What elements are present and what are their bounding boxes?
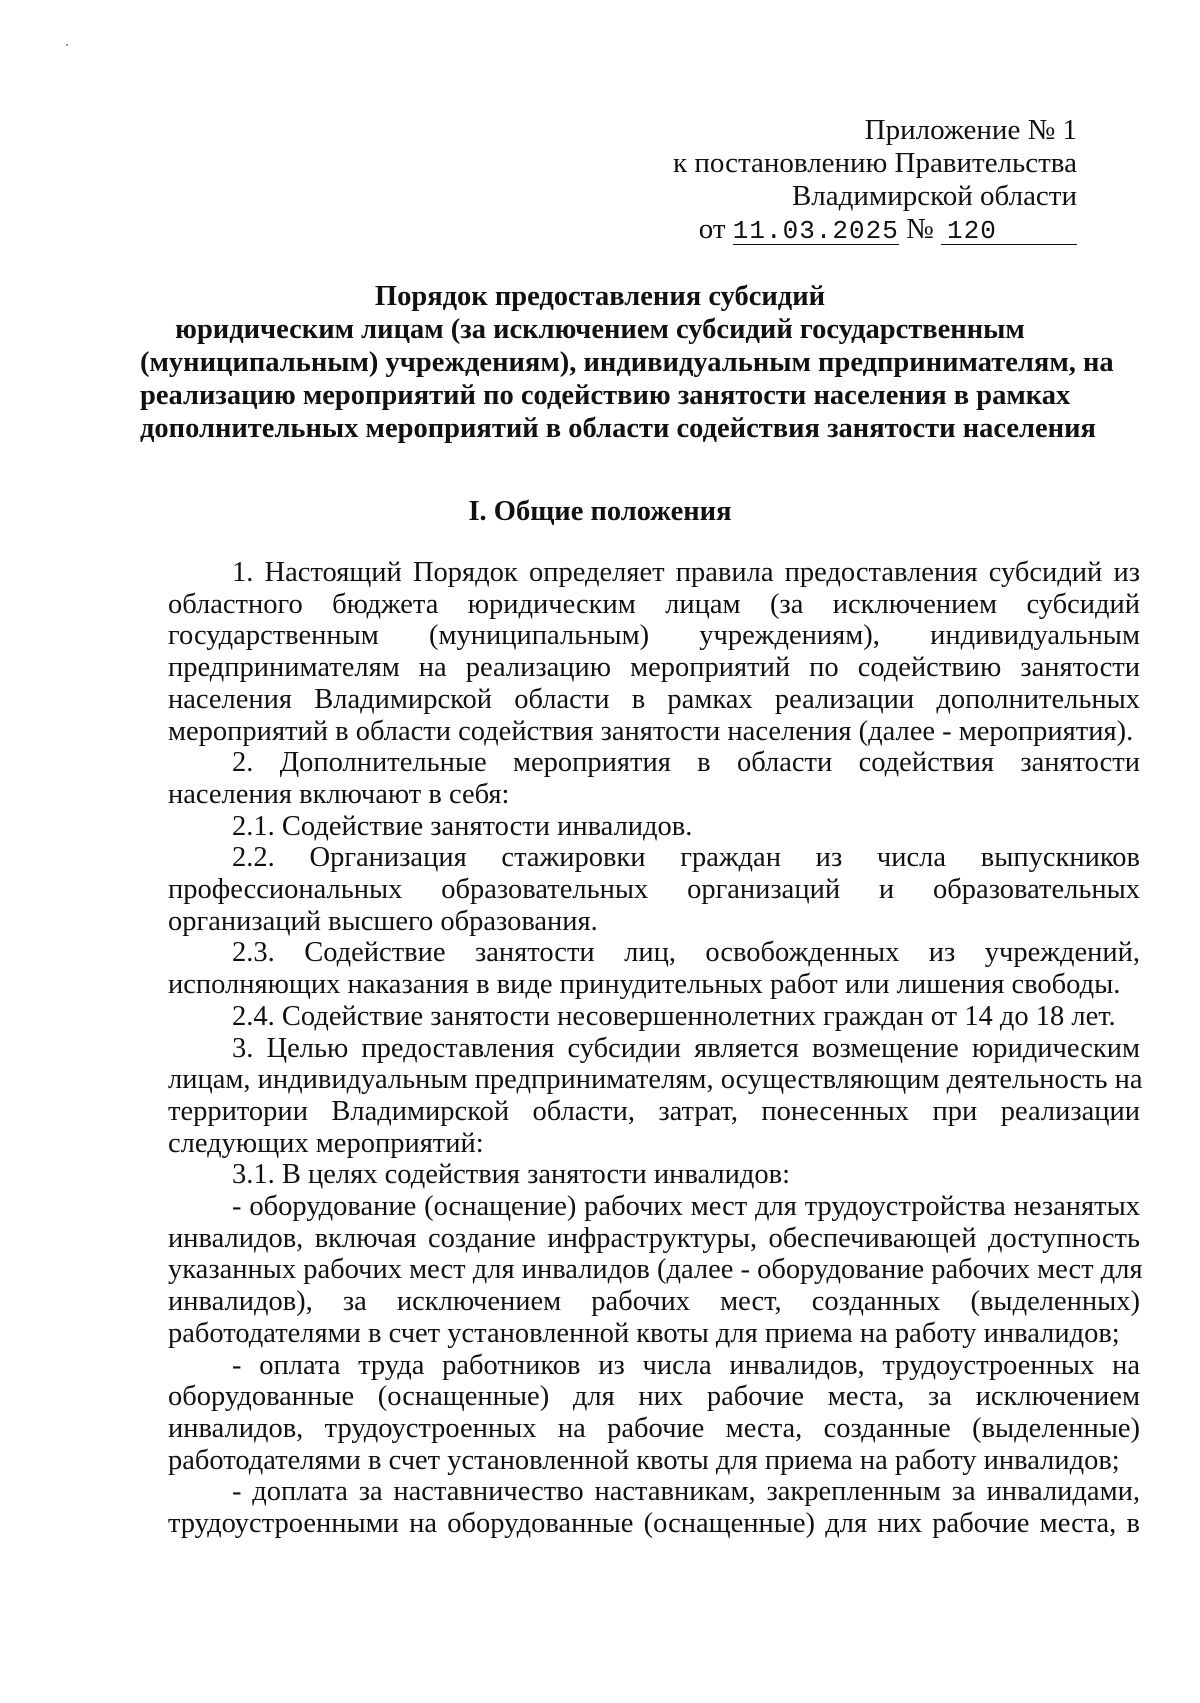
- scan-speck: [66, 44, 68, 46]
- number-value: 120: [941, 218, 1077, 245]
- title-line: реализацию мероприятий по содействию занятости населения в рамках: [140, 380, 1071, 411]
- body-text-line: оборудованные (оснащенные) для них рабочие места, за исключением: [168, 1381, 1140, 1413]
- body-text-line: инвалидов, трудоустроенных на рабочие места, созданные (выделенные): [168, 1412, 1140, 1444]
- date-value: 11.03.2025: [732, 216, 899, 246]
- body-text-line: предпринимателям на реализацию мероприятий по содействию занятости: [168, 652, 1140, 684]
- body-text-line: областного бюджета юридическим лицам (за исключением субсидий: [168, 588, 1140, 620]
- body-text-line: 2. Дополнительные мероприятия в области содействия занятости: [232, 747, 1140, 779]
- number-sign: №: [906, 213, 934, 245]
- section-heading: I. Общие положения: [468, 496, 732, 527]
- body-text-line: мероприятий в области содействия занятости населения (далее - мероприятия).: [168, 715, 1134, 747]
- title-line: юридическим лицам (за исключением субсидий государственным: [175, 314, 1025, 345]
- body-text-line: работодателями в счет установленной квоты для приема на работу инвалидов;: [168, 1317, 1120, 1349]
- document-body: [168, 557, 1143, 1540]
- body-text-line: 3. Целью предоставления субсидии является возмещение юридическим: [232, 1032, 1140, 1064]
- body-text-line: территории Владимирской области, затрат, понесенных при реализации: [168, 1095, 1140, 1127]
- body-text-line: 2.1. Содействие занятости инвалидов.: [232, 810, 693, 842]
- annex-line-1: Приложение № 1: [864, 114, 1077, 146]
- date-prefix: от: [698, 213, 726, 245]
- body-text-line: следующих мероприятий:: [168, 1127, 484, 1159]
- document-title: [140, 280, 1114, 445]
- body-text-line: 2.4. Содействие занятости несовершеннолетних граждан от 14 до 18 лет.: [232, 1000, 1116, 1032]
- title-line: (муниципальным) учреждениям), индивидуальным предпринимателям, на: [140, 347, 1114, 378]
- body-text-line: - оборудование (оснащение) рабочих мест для трудоустройства незанятых: [232, 1191, 1140, 1223]
- body-text-line: 2.3. Содействие занятости лиц, освобожденных из учреждений,: [232, 937, 1140, 969]
- body-text-line: - доплата за наставничество наставникам, закрепленным за инвалидами,: [232, 1476, 1140, 1508]
- annex-date-line: [577, 213, 1077, 246]
- title-line: Порядок предоставления субсидий: [374, 281, 826, 312]
- body-text-line: указанных рабочих мест для инвалидов (далее - оборудование рабочих мест для: [168, 1254, 1143, 1286]
- body-text-line: профессиональных образовательных организаций и образовательных: [168, 874, 1140, 906]
- body-text-line: населения Владимирской области в рамках реализации дополнительных: [168, 683, 1140, 715]
- body-text-line: - оплата труда работников из числа инвалидов, трудоустроенных на: [232, 1349, 1140, 1381]
- body-text-line: государственным (муниципальным) учреждениям), индивидуальным: [168, 620, 1140, 652]
- body-text-line: трудоустроенными на оборудованные (оснащенные) для них рабочие места, в: [168, 1508, 1140, 1540]
- body-text-line: инвалидов), за исключением рабочих мест, созданных (выделенных): [168, 1286, 1140, 1318]
- body-text-line: исполняющих наказания в виде принудительных работ или лишения свободы.: [168, 969, 1121, 1001]
- title-line: дополнительных мероприятий в области содействия занятости населения: [140, 413, 1096, 444]
- body-text-line: организаций высшего образования.: [168, 905, 598, 937]
- annex-line-3: Владимирской области: [791, 180, 1077, 212]
- annex-line-2: к постановлению Правительства: [673, 147, 1077, 179]
- body-text-line: инвалидов, включая создание инфраструктуры, обеспечивающей доступность: [168, 1222, 1140, 1254]
- body-text-line: лицам, индивидуальным предпринимателям, осуществляющим деятельность на: [168, 1064, 1143, 1096]
- body-text-line: работодателями в счет установленной квоты для приема на работу инвалидов;: [168, 1444, 1120, 1476]
- body-text-line: 2.2. Организация стажировки граждан из числа выпускников: [232, 842, 1140, 874]
- body-text-line: 3.1. В целях содействия занятости инвалидов:: [232, 1159, 791, 1191]
- body-text-line: 1. Настоящий Порядок определяет правила предоставления субсидий из: [232, 557, 1140, 588]
- annex-block: [577, 114, 1077, 246]
- body-text-line: населения включают в себя:: [168, 778, 510, 810]
